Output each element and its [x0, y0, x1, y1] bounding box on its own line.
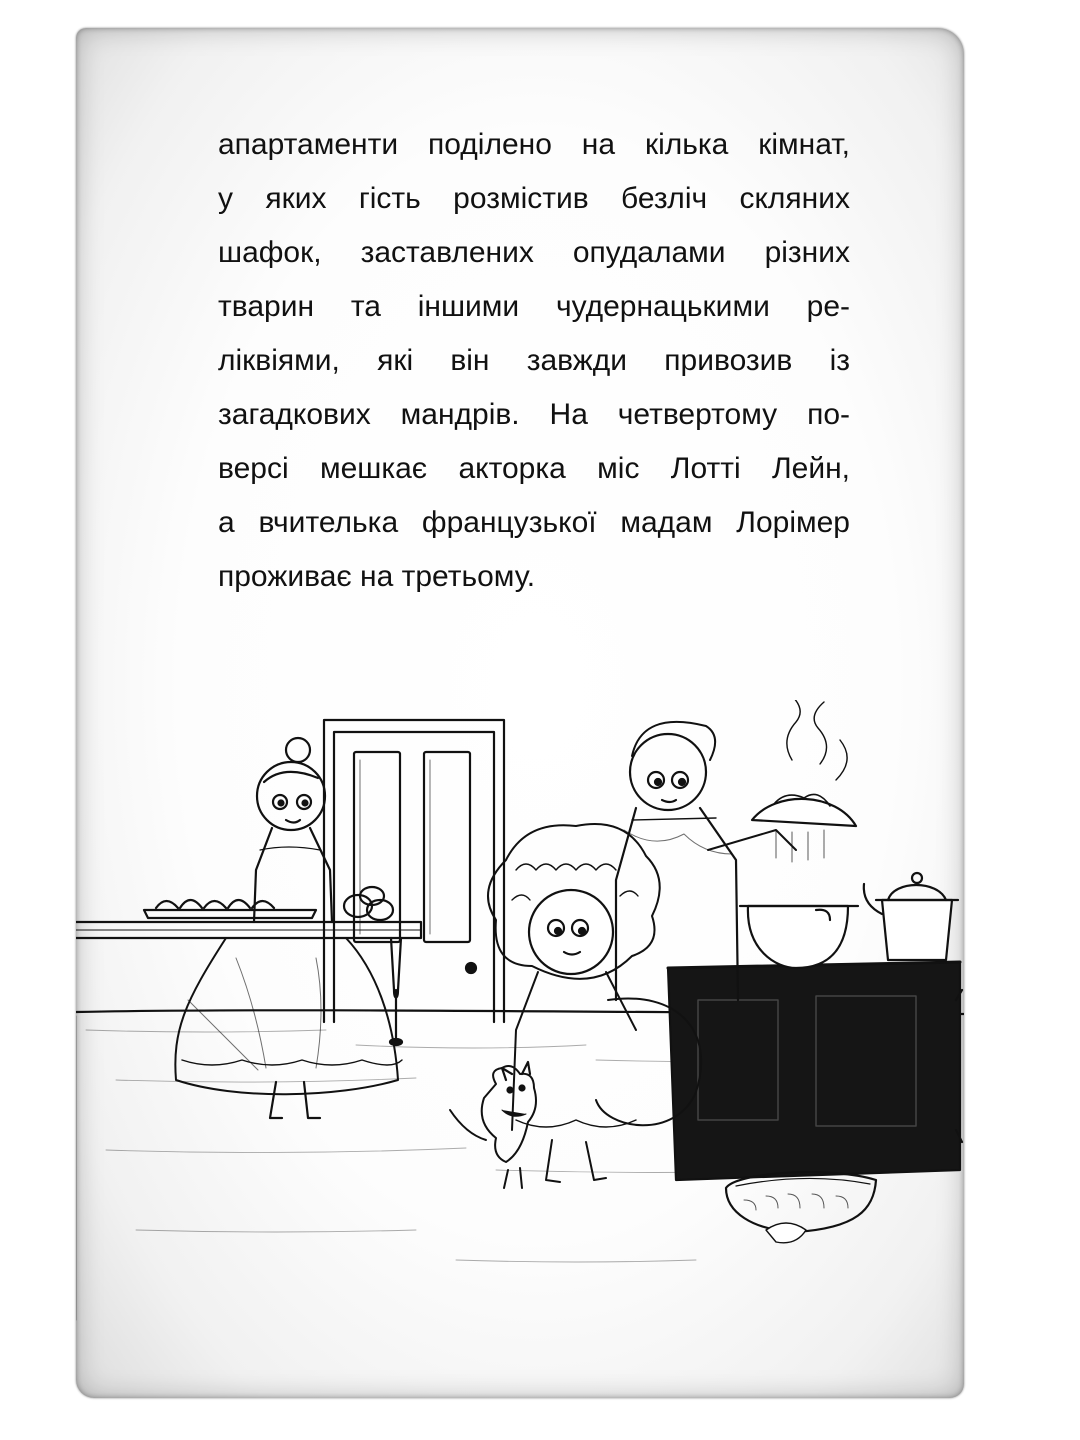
text-line: у яких гість розмістив безліч скляних [218, 182, 850, 215]
text-line: а вчителька французької мадам Лорімер [218, 506, 850, 539]
text-line: шафок, заставлених опудалами різних [218, 236, 850, 269]
text-line: загадкових мандрів. На четвертому по- [218, 398, 850, 431]
stove [668, 962, 962, 1180]
table [76, 887, 421, 1045]
kettle [864, 873, 958, 960]
text-line: апартаменти поділено на кілька кімнат, [218, 128, 850, 161]
cat [450, 1062, 536, 1188]
door [324, 720, 504, 1022]
basket [726, 1172, 876, 1243]
text-line: проживає на третьому. [218, 560, 536, 593]
text-line: тварин та іншими чудернацькими ре- [218, 290, 850, 323]
seated-girl [175, 738, 402, 1118]
pot [740, 906, 858, 968]
kitchen-illustration [76, 700, 964, 1340]
text-line: ліквіями, які він завжди привозив із [218, 344, 850, 377]
page-body-text [218, 118, 850, 604]
text-line: версі мешкає акторка міс Лотті Лейн, [218, 452, 850, 485]
